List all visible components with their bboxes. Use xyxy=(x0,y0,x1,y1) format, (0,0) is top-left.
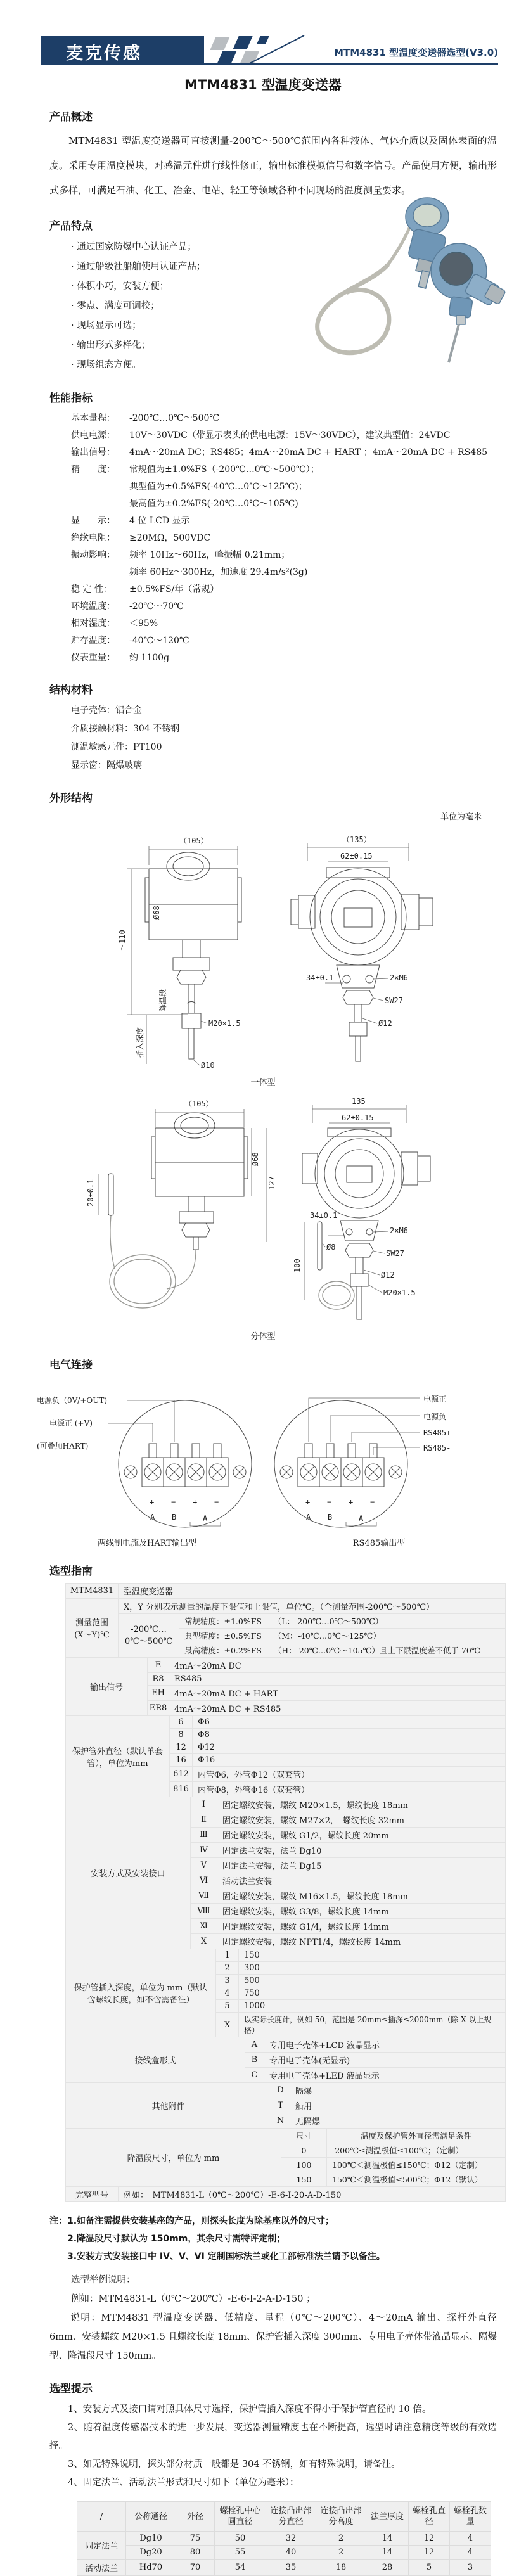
option-code: 0 xyxy=(281,2143,327,2158)
header-diagonal-line xyxy=(222,35,311,65)
tip-item: 2、随着温度传感器技术的进一步发展，变送器测量精度也在不断提高，选型时请注意精度等级的有效选择。 xyxy=(49,2423,497,2451)
page-title: MTM4831 型温度变送器 xyxy=(184,77,342,93)
cooling-label: 降温段尺寸，单位为 mm xyxy=(66,2129,281,2187)
flange-cell: Hd70 xyxy=(126,2560,176,2576)
flange-cell: 32 xyxy=(266,2532,316,2546)
material-item: 显示窗：隔爆玻璃 xyxy=(71,760,142,771)
feature-item: · 通过船级社船舶使用认证产品； xyxy=(71,257,526,277)
flange-cell: 12 xyxy=(409,2532,450,2546)
option-desc: 1000 xyxy=(239,2000,506,2013)
svg-text:127: 127 xyxy=(267,1176,276,1190)
svg-text:M20×1.5: M20×1.5 xyxy=(208,1019,241,1028)
svg-text:34±0.1: 34±0.1 xyxy=(310,1211,338,1220)
svg-text:20±0.1: 20±0.1 xyxy=(86,1179,95,1207)
flange-cell: 2 xyxy=(316,2546,366,2560)
svg-text:（135）: （135） xyxy=(342,835,371,844)
option-code: EH xyxy=(148,1686,169,1701)
option-code: X xyxy=(216,2013,239,2037)
output-label: 输出信号 xyxy=(66,1658,148,1716)
hart-terminal-diagram xyxy=(33,1376,261,1536)
option-code: Ⅶ xyxy=(191,1888,217,1904)
option-desc: 固定螺纹安装，螺纹 M20×1.5，螺纹长度 18mm xyxy=(217,1797,506,1812)
flange-row xyxy=(77,2532,491,2546)
flange-row xyxy=(77,2546,491,2560)
option-code: 3 xyxy=(216,1975,239,1987)
option-desc: 固定螺纹安装，螺纹 NPT1/4，螺纹长度 14mm xyxy=(217,1934,506,1949)
spec-label: 相对湿度： xyxy=(71,618,115,629)
terminal-diagrams xyxy=(0,1376,526,1536)
option-code: 12 xyxy=(170,1741,193,1754)
spec-value: 频率 60Hz～300Hz，加速度 29.4m/s²(3g) xyxy=(129,567,308,577)
flange-cell: Dg10 xyxy=(126,2532,176,2546)
option-code: 612 xyxy=(170,1767,193,1782)
option-code: 100 xyxy=(281,2158,327,2172)
option-desc: 以实际长度计，例如 50，范围是 20mm≤插深≤2000mm（除 X 以上规格） xyxy=(239,2013,506,2037)
svg-text:电源负（0V/+OUT): 电源负（0V/+OUT) xyxy=(37,1396,108,1405)
option-code: C xyxy=(245,2068,264,2083)
svg-text:A: A xyxy=(306,1513,311,1522)
cooling-size-header: 尺寸 xyxy=(281,2129,327,2143)
cooling-cond-header: 温度及保护管外直径需满足条件 xyxy=(327,2129,506,2143)
option-desc: -200℃≤测温极值≤100℃；（定制） xyxy=(327,2143,506,2158)
option-desc: 4mA～20mA DC + RS485 xyxy=(169,1701,506,1716)
spec-value: ＜95% xyxy=(129,618,158,629)
spec-value: ±0.5%FS/年（常规） xyxy=(129,584,219,594)
accessory-label: 其他附件 xyxy=(66,2083,271,2129)
flange-cell: 5 xyxy=(409,2560,450,2576)
svg-text:插入深度: 插入深度 xyxy=(136,1027,144,1058)
note-item: 2.降温段尺寸默认为 150mm，其余尺寸需特评定制； xyxy=(67,2234,286,2244)
svg-text:(可叠加HART): (可叠加HART) xyxy=(37,1442,89,1451)
section-heading-features: 产品特点 xyxy=(49,220,93,233)
option-desc: 固定螺纹安装，螺纹 G1/4，螺纹长度 14mm xyxy=(217,1919,506,1934)
svg-text:A: A xyxy=(203,1514,208,1523)
option-code: Ⅱ xyxy=(191,1812,217,1828)
option-code: 6 xyxy=(170,1716,193,1729)
option-desc: 内管Φ8，外管Φ16（双套管） xyxy=(193,1782,506,1797)
svg-text:A: A xyxy=(359,1514,364,1523)
option-code: Ⅷ xyxy=(191,1904,217,1919)
spec-value: -20℃～70℃ xyxy=(129,601,184,612)
svg-text:B: B xyxy=(328,1513,333,1522)
svg-text:−: − xyxy=(171,1497,176,1506)
flange-cell: 54 xyxy=(215,2560,266,2576)
svg-text:（105）: （105） xyxy=(179,836,208,845)
svg-text:电源负: 电源负 xyxy=(423,1413,447,1421)
flange-cell: 75 xyxy=(176,2532,215,2546)
option-code: N xyxy=(271,2113,290,2129)
option-desc: 150 xyxy=(239,1949,506,1962)
option-desc: 500 xyxy=(239,1975,506,1987)
spec-value: 约 1100g xyxy=(129,653,170,663)
flange-cell: 35 xyxy=(266,2560,316,2576)
flange-header: 连接凸出部分直径 xyxy=(266,2502,316,2532)
flange-cell: Dg20 xyxy=(126,2546,176,2560)
flange-header-row xyxy=(77,2502,491,2532)
document-body xyxy=(0,66,526,2576)
svg-text:A: A xyxy=(150,1513,155,1522)
option-desc: 固定螺纹安装，螺纹 M16×1.5，螺纹长度 18mm xyxy=(217,1888,506,1904)
accuracy-option: 典型精度：±0.5%FS （M：-40℃…0℃～125℃） xyxy=(179,1629,506,1643)
svg-text:Ø68: Ø68 xyxy=(152,906,161,920)
section-heading-selection: 选型指南 xyxy=(49,1565,93,1578)
accuracy-option: 常规精度：±1.0%FS （L：-200℃…0℃～500℃） xyxy=(179,1614,506,1629)
option-desc: 4mA～20mA DC xyxy=(169,1658,506,1673)
tip-item: 3、如无特殊说明，探头部分材质一般都是 304 不锈钢，如有特殊说明，请备注。 xyxy=(68,2459,401,2470)
section-heading-materials: 结构材料 xyxy=(49,684,93,696)
option-desc: 固定螺纹安装，螺纹 G3/8，螺纹长度 14mm xyxy=(217,1904,506,1919)
option-desc: 隔爆 xyxy=(290,2083,506,2098)
flange-cell: 4 xyxy=(450,2532,491,2546)
notes-prefix: 注： xyxy=(49,2216,67,2226)
svg-text:M20×1.5: M20×1.5 xyxy=(383,1288,416,1297)
option-desc: 船用 xyxy=(290,2098,506,2113)
svg-text:降温段: 降温段 xyxy=(158,989,167,1012)
svg-text:+: + xyxy=(193,1497,198,1506)
svg-text:Ø12: Ø12 xyxy=(381,1271,395,1279)
spec-label: 仪表重量： xyxy=(71,653,115,663)
svg-text:+: + xyxy=(349,1497,354,1506)
svg-text:−: − xyxy=(214,1497,219,1506)
flange-cell: 50 xyxy=(215,2532,266,2546)
option-desc: 4mA～20mA DC + HART xyxy=(169,1686,506,1701)
overview-paragraph: MTM4831 型温度变送器可直接测量-200℃～500℃范围内各种液体、气体介质以及固体表面的温度。采用专用温度模块，对感温元件进行线性修正，输出标准模拟信号和数字信号。产品使用方便，输出形式多样，可满足石油、化工、冶金、电站、轻工等领域各种不同现场的温度测量要求。 xyxy=(49,135,497,196)
flange-header: 公称通径 xyxy=(126,2502,176,2532)
option-code: Ⅹ xyxy=(191,1934,217,1949)
page-header xyxy=(0,0,526,66)
note-item: 1.如备注需提供安装基座的产品，则探头长度为除基座以外的尺寸； xyxy=(67,2216,335,2226)
flange-cell: 2 xyxy=(316,2532,366,2546)
model-desc: 型温度变送器 xyxy=(119,1584,506,1599)
spec-label: 稳 定 性： xyxy=(71,584,112,594)
example-block xyxy=(49,2271,497,2366)
svg-text:SW27: SW27 xyxy=(386,1249,404,1258)
flange-cell: 80 xyxy=(176,2546,215,2560)
option-desc: 无隔爆 xyxy=(290,2113,506,2129)
option-desc: 固定法兰安装，法兰 Dg10 xyxy=(217,1843,506,1858)
svg-text:Ø68: Ø68 xyxy=(251,1152,260,1166)
flange-header: 法兰厚度 xyxy=(366,2502,409,2532)
svg-text:电源正 (+V): 电源正 (+V) xyxy=(49,1419,93,1428)
section-heading-specs: 性能指标 xyxy=(49,392,93,405)
flange-cell: 70 xyxy=(176,2560,215,2576)
split-type-caption: 分体型 xyxy=(250,1332,276,1342)
option-code: Ⅴ xyxy=(191,1858,217,1873)
split-type-drawing xyxy=(0,1091,526,1330)
spec-value: 4 位 LCD 显示 xyxy=(129,516,190,526)
example-title: 选型举例说明： xyxy=(71,2275,136,2285)
example-model: 例如：MTM4831-L（0℃～200℃）-E-6-I-2-A-D-150 ； xyxy=(71,2294,316,2304)
spec-label: 环境温度： xyxy=(71,601,115,612)
rs485-terminal-diagram xyxy=(265,1376,493,1536)
svg-text:−: − xyxy=(370,1497,375,1506)
option-code: 816 xyxy=(170,1782,193,1797)
option-desc: 固定螺纹安装，螺纹 G1/2，螺纹长度 20mm xyxy=(217,1828,506,1843)
spec-label: 输出信号： xyxy=(71,447,115,458)
integrated-type-caption: 一体型 xyxy=(250,1078,276,1087)
option-code: B xyxy=(245,2053,264,2068)
note-item: 3.安装方式安装接口中 IV、V、VI 定制国标法兰或化工部标准法兰请予以备注。 xyxy=(67,2252,385,2262)
section-heading-electrical: 电气连接 xyxy=(49,1359,93,1371)
rs485-diagram-caption: RS485输出型 xyxy=(352,1539,406,1548)
spec-label: 绝缘电阻： xyxy=(71,533,115,543)
flange-cell: 3 xyxy=(450,2560,491,2576)
option-desc: 100℃＜测温极值≤150℃；Φ12（定制） xyxy=(327,2158,506,2172)
section-heading-overview: 产品概述 xyxy=(49,111,93,124)
accuracy-option: 最高精度：±0.2%FS （H：-20℃…0℃～105℃）且上下限温度差不低于 70℃ xyxy=(179,1643,506,1658)
option-code: D xyxy=(271,2083,290,2098)
flange-header: 螺栓孔中心圆直径 xyxy=(215,2502,266,2532)
option-desc: 固定法兰安装，法兰 Dg15 xyxy=(217,1858,506,1873)
option-code: 8 xyxy=(170,1729,193,1741)
flange-dimension-table xyxy=(77,2501,491,2576)
brand-logo-text: 麦克传感 xyxy=(66,44,142,63)
box-label: 接线盒形式 xyxy=(66,2037,245,2083)
integrated-type-drawing xyxy=(0,824,526,1075)
svg-text:（105）: （105） xyxy=(184,1099,214,1108)
option-desc: 专用电子壳体+LED 液晶显示 xyxy=(264,2068,506,2083)
feature-item: · 现场显示可选； xyxy=(71,316,526,336)
spec-label: 贮存温度： xyxy=(71,636,115,646)
option-desc: 150℃＜测温极值≤500℃；Φ12（默认） xyxy=(327,2172,506,2187)
spec-value: -200℃…0℃～500℃ xyxy=(129,413,220,423)
option-code: E xyxy=(148,1658,169,1673)
feature-item: · 体积小巧，安装方便； xyxy=(71,277,526,297)
spec-value: -40℃～120℃ xyxy=(129,636,189,646)
svg-text:135: 135 xyxy=(352,1097,366,1106)
unit-note: 单位为毫米 xyxy=(440,812,482,822)
flange-cell: 14 xyxy=(366,2532,409,2546)
spec-label: 供电电源： xyxy=(71,430,115,440)
range-label: 测量范围(X～Y)℃ xyxy=(66,1599,119,1658)
section-heading-outline: 外形结构 xyxy=(49,792,93,805)
flange-cell: 55 xyxy=(215,2546,266,2560)
material-item: 电子壳体：铝合金 xyxy=(71,705,142,715)
option-code: Ⅳ xyxy=(191,1843,217,1858)
option-desc: Φ16 xyxy=(193,1754,506,1767)
feature-item: · 现场组态方便。 xyxy=(71,356,526,375)
flange-row-label: 固定法兰 xyxy=(77,2532,126,2560)
spec-value: 最高值为±0.2%FS(-20℃…0℃～105℃) xyxy=(129,499,298,509)
spec-value: 典型值为±0.5%FS(-40℃…0℃～125℃)； xyxy=(129,482,307,492)
option-code: A xyxy=(245,2037,264,2053)
svg-text:−: − xyxy=(327,1497,332,1506)
spec-value: 4mA～20mA DC；RS485；4mA～20mA DC + HART ；4mA～20mA DC + RS485 xyxy=(129,447,488,458)
option-code: Ⅺ xyxy=(191,1919,217,1934)
svg-text:Ø10: Ø10 xyxy=(201,1061,215,1070)
flange-row-label: 活动法兰 xyxy=(77,2560,126,2576)
depth-label: 保护管插入深度，单位为 mm（默认含螺纹长度，如不含需备注） xyxy=(66,1949,216,2037)
option-desc: RS485 xyxy=(169,1673,506,1686)
option-desc: 专用电子壳体(无显示) xyxy=(264,2053,506,2068)
option-code: T xyxy=(271,2098,290,2113)
option-code: 2 xyxy=(216,1962,239,1975)
flange-cell: 18 xyxy=(316,2560,366,2576)
option-desc: Φ6 xyxy=(193,1716,506,1729)
svg-text:Ø8: Ø8 xyxy=(326,1243,336,1252)
example-desc: 说明：MTM4831 型温度变送器、低精度、量程（0℃～200℃）、4～20mA 输出、探杆外直径 6mm、安装螺纹 M20×1.5 且螺纹长度 18mm、保护管插入深度 300mm、专用电子壳体带液晶显示、隔爆型、降温段尺寸 150mm。 xyxy=(49,2313,497,2361)
spec-label: 显 示： xyxy=(71,516,115,526)
option-desc: Φ8 xyxy=(193,1729,506,1741)
material-item: 介质接触材料：304 不锈钢 xyxy=(71,724,180,734)
hart-diagram-caption: 两线制电流及HART输出型 xyxy=(98,1539,196,1548)
flange-header: 连接凸出部分高度 xyxy=(316,2502,366,2532)
feature-item: · 输出形式多样化； xyxy=(71,336,526,356)
svg-text:Ø12: Ø12 xyxy=(378,1019,392,1028)
feature-item: · 零点、满度可调校； xyxy=(71,297,526,316)
spec-value: ≥20MΩ，500VDC xyxy=(129,533,211,543)
svg-text:RS485-: RS485- xyxy=(423,1444,451,1452)
range-note: X，Y 分别表示测量的温度下限值和上限值，单位℃。（全测量范围-200℃～500℃） xyxy=(119,1599,506,1614)
diameter-label: 保护管外直径（默认单套管），单位为mm xyxy=(66,1716,170,1797)
svg-text:+: + xyxy=(305,1497,311,1506)
tip-item: 1、安装方式及接口请对照具体尺寸选择，保护管插入深度不得小于保护管直径的 10 倍。 xyxy=(68,2404,432,2414)
svg-text:2×M6: 2×M6 xyxy=(390,973,408,982)
spec-value: 频率 10Hz～60Hz，峰振幅 0.21mm； xyxy=(129,550,290,560)
option-desc: Φ12 xyxy=(193,1741,506,1754)
flange-cell: 14 xyxy=(366,2546,409,2560)
selection-table xyxy=(65,1583,506,2202)
svg-text:电源正: 电源正 xyxy=(423,1395,447,1404)
spec-value: 10V～30VDC（带显示表头的供电电源：15V～30VDC），建议典型值：24VDC xyxy=(129,430,451,440)
option-code: 4 xyxy=(216,1987,239,2000)
flange-header: 外径 xyxy=(176,2502,215,2532)
doc-title: MTM4831 型温度变送器选型(V3.0) xyxy=(334,47,498,58)
tip-item: 4、固定法兰、活动法兰形式和尺寸如下（单位为毫米）： xyxy=(68,2478,299,2488)
svg-text:RS485+: RS485+ xyxy=(423,1428,451,1437)
option-code: ER8 xyxy=(148,1701,169,1716)
section-heading-tips: 选型提示 xyxy=(49,2383,93,2395)
tip-list xyxy=(49,2400,497,2492)
svg-text:100: 100 xyxy=(293,1259,302,1272)
flange-row xyxy=(77,2560,491,2576)
spec-label: 精 度： xyxy=(71,465,115,475)
range-span: -200℃…0℃～500℃ xyxy=(119,1614,179,1658)
full-model-value: 例如： MTM4831-L（0℃～200℃）-E-6-I-20-A-D-150 xyxy=(119,2187,506,2202)
option-desc: 750 xyxy=(239,1987,506,2000)
option-code: Ⅵ xyxy=(191,1873,217,1888)
option-desc: 300 xyxy=(239,1962,506,1975)
option-code: Ⅲ xyxy=(191,1828,217,1843)
flange-header: / xyxy=(77,2502,126,2532)
option-desc: 活动法兰安装 xyxy=(217,1873,506,1888)
flange-header: 螺栓孔数量 xyxy=(450,2502,491,2532)
flange-cell: 12 xyxy=(409,2546,450,2560)
svg-text:2×M6: 2×M6 xyxy=(390,1226,408,1235)
spec-label: 振动影响： xyxy=(71,550,115,560)
flange-cell: 4 xyxy=(450,2546,491,2560)
svg-text:62±0.15: 62±0.15 xyxy=(342,1113,374,1122)
spec-label: 基本量程： xyxy=(71,413,115,423)
flange-cell: 28 xyxy=(366,2560,409,2576)
option-code: Ⅰ xyxy=(191,1797,217,1812)
mount-label: 安装方式及安装接口 xyxy=(66,1797,191,1949)
material-item: 测温敏感元件：PT100 xyxy=(71,742,162,752)
full-model-label: 完整型号 xyxy=(66,2187,119,2202)
option-desc: 专用电子壳体+LCD 液晶显示 xyxy=(264,2037,506,2053)
svg-text:～110: ～110 xyxy=(118,930,127,951)
header-rule xyxy=(41,63,498,65)
option-code: R8 xyxy=(148,1673,169,1686)
option-desc: 内管Φ6，外管Φ12（双套管） xyxy=(193,1767,506,1782)
flange-header: 螺栓孔直径 xyxy=(409,2502,450,2532)
material-list xyxy=(71,702,497,775)
option-code: 5 xyxy=(216,2000,239,2013)
svg-text:34±0.1: 34±0.1 xyxy=(306,973,334,982)
spec-list xyxy=(71,410,497,667)
product-photo xyxy=(293,190,508,370)
notes-block xyxy=(49,2212,497,2265)
option-code: 16 xyxy=(170,1754,193,1767)
svg-text:B: B xyxy=(172,1513,177,1522)
option-code: 150 xyxy=(281,2172,327,2187)
option-code: 1 xyxy=(216,1949,239,1962)
svg-text:SW27: SW27 xyxy=(385,996,403,1005)
spec-value: 常规值为±1.0%FS（-200℃…0℃～500℃）； xyxy=(129,465,319,475)
option-desc: 固定螺纹安装，螺纹 M27×2， 螺纹长度 32mm xyxy=(217,1812,506,1828)
svg-text:+: + xyxy=(150,1497,155,1506)
feature-item: · 通过国家防爆中心认证产品； xyxy=(71,238,526,257)
svg-text:62±0.15: 62±0.15 xyxy=(340,852,373,861)
flange-cell: 40 xyxy=(266,2546,316,2560)
model-code: MTM4831 xyxy=(66,1584,119,1599)
